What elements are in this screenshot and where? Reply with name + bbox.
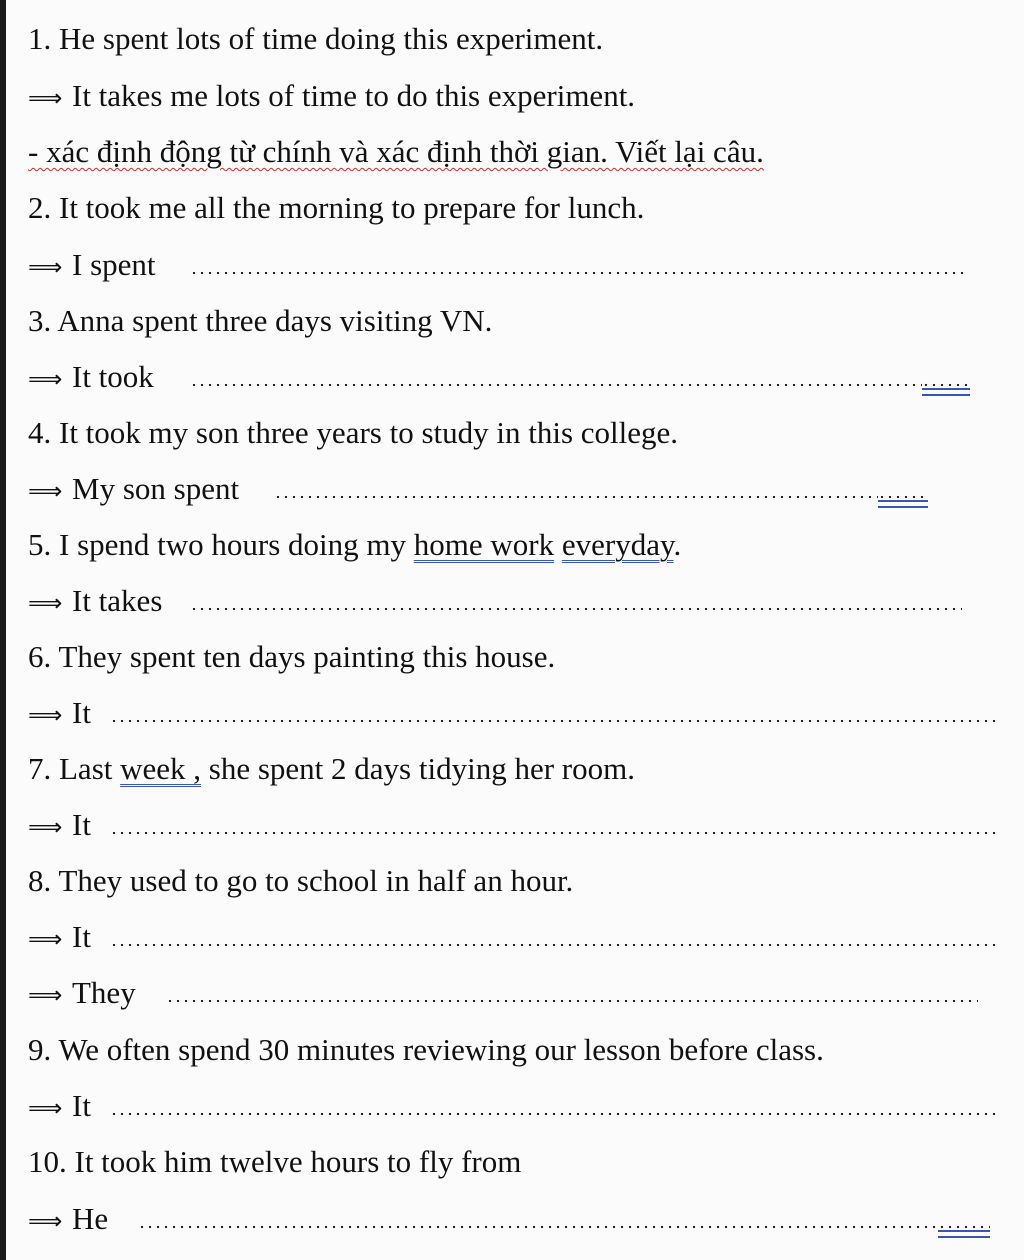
- answer-3-prompt: ⟹ It took: [28, 358, 154, 398]
- underlined-phrase: home work: [413, 527, 555, 562]
- arrow-icon: ⟹: [28, 701, 63, 729]
- arrow-icon: ⟹: [28, 925, 63, 953]
- question-10: 10. It took him twelve hours to fly from: [28, 1144, 522, 1179]
- answer-blank-8a[interactable]: [110, 943, 998, 947]
- grammar-mark: [922, 388, 970, 396]
- answer-5-prompt: ⟹ It takes: [28, 582, 162, 622]
- answer-blank-10-tail: [938, 1225, 990, 1229]
- grammar-mark: [878, 500, 928, 508]
- answer-blank-3[interactable]: [190, 383, 922, 387]
- question-4: 4. It took my son three years to study in this college.: [28, 415, 679, 450]
- underlined-word: week ,: [120, 751, 202, 786]
- arrow-icon: ⟹: [28, 253, 63, 281]
- question-7: 7. Last week , she spent 2 days tidying her room.: [28, 751, 635, 786]
- question-8: 8. They used to go to school in half an hour.: [28, 863, 574, 898]
- answer-blank-6[interactable]: [110, 719, 998, 723]
- grammar-mark: [938, 1230, 990, 1238]
- answer-9-prompt: ⟹ It: [28, 1087, 91, 1127]
- arrow-icon: ⟹: [28, 365, 63, 393]
- answer-blank-8b[interactable]: [166, 999, 978, 1003]
- question-6: 6. They spent ten days painting this house.: [28, 639, 556, 674]
- question-1: 1. He spent lots of time doing this experiment.: [28, 21, 604, 56]
- arrow-icon: ⟹: [28, 477, 63, 505]
- answer-blank-3-tail: [922, 383, 970, 387]
- answer-blank-7[interactable]: [110, 831, 998, 835]
- answer-blank-10[interactable]: [138, 1225, 938, 1229]
- answer-7-prompt: ⟹ It: [28, 806, 91, 846]
- answer-4-prompt: ⟹ My son spent: [28, 470, 239, 510]
- arrow-icon: ⟹: [28, 813, 63, 841]
- question-9: 9. We often spend 30 minutes reviewing our lesson before class.: [28, 1032, 824, 1067]
- answer-blank-9[interactable]: [110, 1112, 998, 1116]
- arrow-icon: ⟹: [28, 84, 63, 112]
- answer-8-prompt: ⟹ It: [28, 918, 91, 958]
- answer-6-prompt: ⟹ It: [28, 694, 91, 734]
- question-5: 5. I spend two hours doing my home work everyday.: [28, 527, 682, 562]
- arrow-icon: ⟹: [28, 1094, 63, 1122]
- arrow-icon: ⟹: [28, 589, 63, 617]
- answer-2-prompt: ⟹ I spent: [28, 246, 156, 286]
- arrow-icon: ⟹: [28, 981, 63, 1009]
- answer-blank-5[interactable]: [190, 607, 962, 611]
- answer-blank-4-tail: [878, 495, 928, 499]
- answer-10-prompt: ⟹ He: [28, 1200, 108, 1240]
- answer-1: ⟹ It takes me lots of time to do this experiment.: [28, 77, 635, 117]
- instruction-note: - xác định động từ chính và xác định thời gian. Viết lại câu.: [28, 134, 764, 169]
- question-2: 2. It took me all the morning to prepare for lunch.: [28, 190, 645, 225]
- question-3: 3. Anna spent three days visiting VN.: [28, 303, 493, 338]
- arrow-icon: ⟹: [28, 1207, 63, 1235]
- underlined-word: everyday: [561, 527, 674, 562]
- answer-blank-2[interactable]: [190, 271, 966, 275]
- answer-blank-4[interactable]: [274, 495, 878, 499]
- answer-8b-prompt: ⟹ They: [28, 974, 136, 1014]
- worksheet-page: [6, 0, 1024, 1260]
